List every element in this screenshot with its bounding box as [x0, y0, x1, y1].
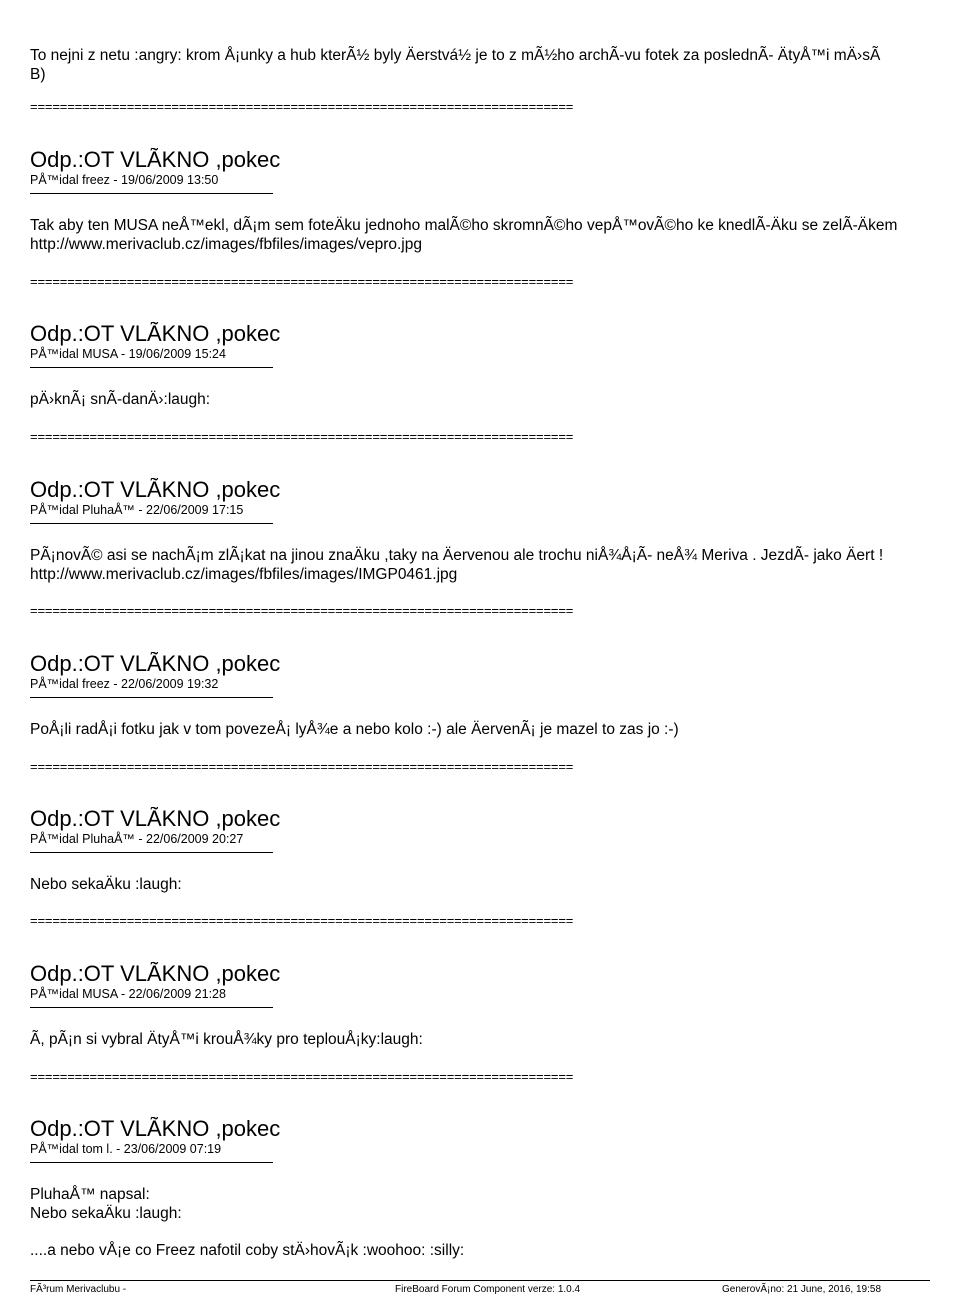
post-body-line: http://www.merivaclub.cz/images/fbfiles/images/IMGP0461.jpg [30, 566, 458, 583]
post-meta: PÅ™idal freez - 19/06/2009 13:50 [30, 173, 219, 187]
post-body-line: Nebo sekaÄku :laugh: [30, 876, 182, 893]
post-title: Odp.:OT VLÃKNO ,pokec [30, 148, 281, 172]
footer-component-version: FireBoard Forum Component verze: 1.0.4 [395, 1284, 581, 1295]
quote-text-line: Nebo sekaÄku :laugh: [30, 1205, 182, 1222]
post-title: Odp.:OT VLÃKNO ,pokec [30, 478, 281, 502]
post-3 [30, 478, 960, 584]
footer-generated-date: GenerovÃ¡no: 21 June, 2016, 19:58 [722, 1284, 882, 1295]
post-body-line: http://www.merivaclub.cz/images/fbfiles/images/vepro.jpg [30, 236, 422, 253]
separator: ========================================================================= [30, 760, 574, 774]
post-title: Odp.:OT VLÃKNO ,pokec [30, 322, 281, 346]
post-title: Odp.:OT VLÃKNO ,pokec [30, 652, 281, 676]
post-meta: PÅ™idal PluhaÅ™ - 22/06/2009 20:27 [30, 832, 244, 846]
post-title: Odp.:OT VLÃKNO ,pokec [30, 1117, 281, 1141]
separator: ========================================================================= [30, 430, 574, 444]
intro-text [30, 46, 960, 84]
post-meta: PÅ™idal MUSA - 22/06/2009 21:28 [30, 987, 226, 1001]
intro-line-1: To nejni z netu :angry: krom Å¡unky a hub kterÃ½ byly Äerstvá½ je to z mÃ½ho archÃ-vu fotek za poslednÃ- ÄtyÅ™i mÄ›sÃ [30, 47, 881, 64]
post-meta: PÅ™idal tom l. - 23/06/2009 07:19 [30, 1142, 222, 1156]
quote-author-line: PluhaÅ™ napsal: [30, 1186, 150, 1203]
separator: ========================================================================= [30, 275, 574, 289]
post-body-line: Ã, pÃ¡n si vybral ÄtyÅ™i krouÅ¾ky pro teplouÅ¡ky:laugh: [30, 1031, 423, 1048]
post-meta: PÅ™idal MUSA - 19/06/2009 15:24 [30, 347, 226, 361]
post-title: Odp.:OT VLÃKNO ,pokec [30, 962, 281, 986]
separator: ========================================================================= [30, 100, 574, 114]
post-body-line: pÄ›knÃ¡ snÃ-danÄ›:laugh: [30, 391, 211, 408]
post-4 [30, 652, 960, 739]
separator: ========================================================================= [30, 914, 574, 928]
post-7 [30, 1117, 960, 1260]
intro-line-2: B) [30, 66, 46, 83]
post-title: Odp.:OT VLÃKNO ,pokec [30, 807, 281, 831]
footer-forum-name: FÃ³rum Merivaclubu - [30, 1284, 127, 1295]
post-2 [30, 322, 960, 409]
post-meta: PÅ™idal freez - 22/06/2009 19:32 [30, 677, 219, 691]
separator: ========================================================================= [30, 604, 574, 618]
post-1 [30, 148, 960, 254]
post-6 [30, 962, 960, 1049]
post-body-line: Tak aby ten MUSA neÅ™ekl, dÃ¡m sem foteÄku jednoho malÃ©ho skromnÃ©ho vepÅ™ovÃ©ho ke knedlÃ-Äku se zelÃ-Äkem [30, 217, 898, 234]
separator: ========================================================================= [30, 1070, 574, 1084]
post-body-line: PÃ¡novÃ© asi se nachÃ¡m zlÃ¡kat na jinou znaÄku ,taky na Äervenou ale trochu niÅ¾Å¡Ã- neÅ¾ Meriva . JezdÃ- jako Äert ! [30, 547, 884, 564]
post-body-spacer [30, 1223, 960, 1241]
post-body-line: ....a nebo vÅ¡e co Freez nafotil coby stÄ›hovÃ¡k :woohoo: :silly: [30, 1242, 465, 1259]
page-footer [30, 1280, 930, 1297]
post-meta: PÅ™idal PluhaÅ™ - 22/06/2009 17:15 [30, 503, 244, 517]
post-5 [30, 807, 960, 894]
post-body-line: PoÅ¡li radÅ¡i fotku jak v tom povezeÅ¡ lyÅ¾e a nebo kolo :-) ale ÄervenÃ¡ je mazel to zas jo :-) [30, 721, 679, 738]
